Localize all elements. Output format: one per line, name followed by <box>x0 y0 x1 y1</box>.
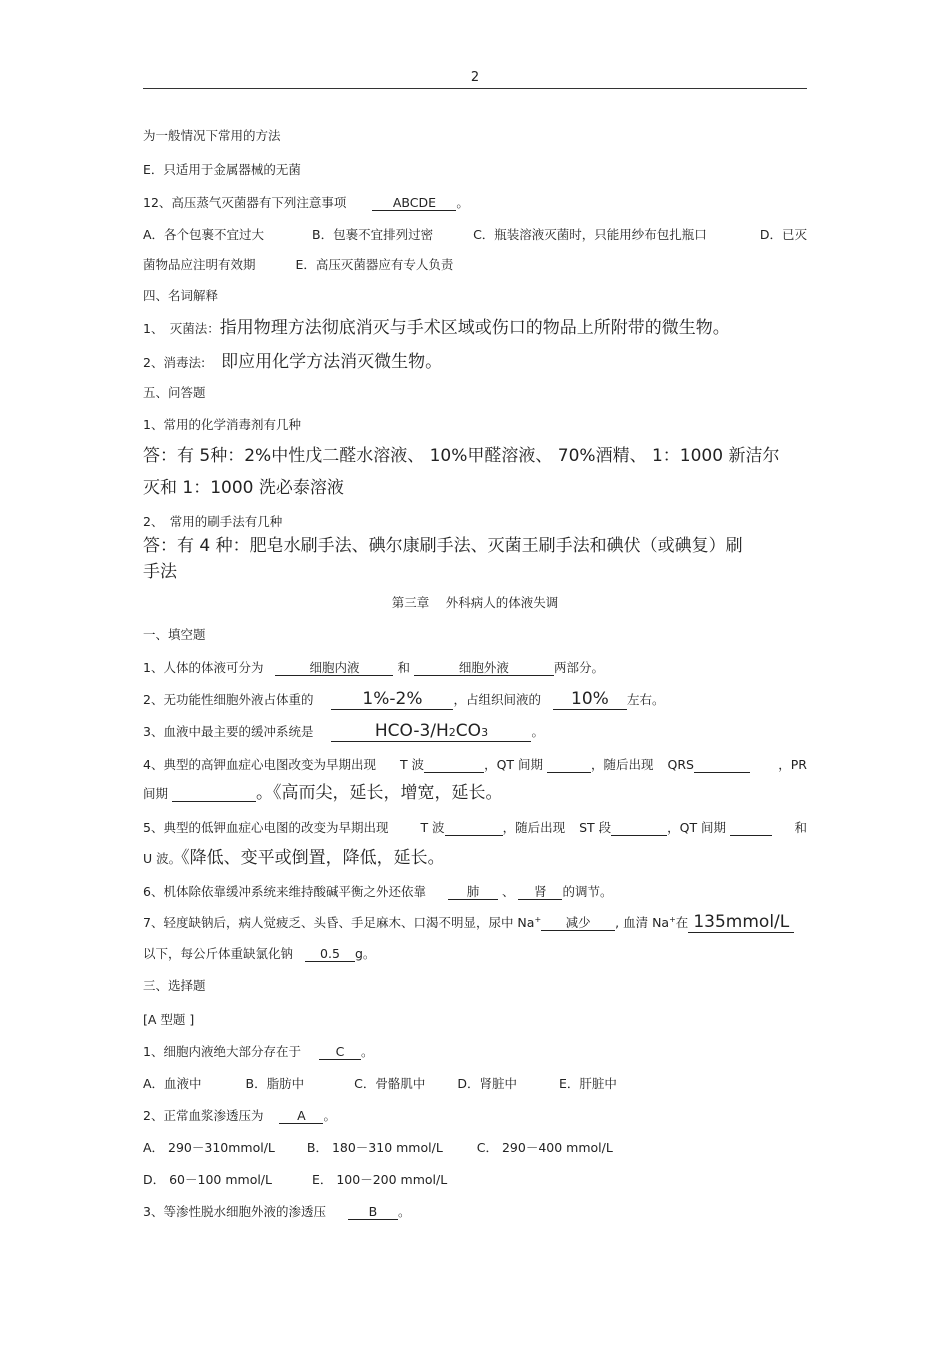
answer-blank: A <box>279 1109 323 1124</box>
fill-question-2 <box>143 690 664 710</box>
option-e: E． 100－200 mmol/L <box>311 1172 448 1187</box>
answer-text: 《降低、变平或倒置，降低，延长。 <box>181 848 445 868</box>
answer-line: 手法 <box>143 562 177 582</box>
q12-options <box>143 227 807 242</box>
text: ，占组织间液的 <box>453 692 541 707</box>
text: T 波 <box>420 820 445 835</box>
answer-blank <box>611 821 667 836</box>
answer-blank: HCO-3/H2CO3 <box>331 722 531 742</box>
text: ST 段 <box>579 820 612 835</box>
answer-blank: 肾 <box>518 885 562 900</box>
definition-1 <box>143 318 730 338</box>
text: ，随后出现 <box>591 757 654 772</box>
text: 左右。 <box>626 692 665 707</box>
text-line: 为一般情况下常用的方法 <box>143 128 281 143</box>
section-heading: 一、填空题 <box>143 627 206 642</box>
text: 以下，每公斤体重缺氯化钠 <box>143 946 294 961</box>
text: ，PR <box>778 757 807 772</box>
fill-question-4 <box>143 757 807 773</box>
option-b: B．脂肪中 <box>245 1076 305 1091</box>
fill-question-5-cont <box>143 848 445 868</box>
text: , 血清 Na <box>615 915 670 930</box>
answer-blank: ABCDE <box>372 196 456 211</box>
answer-blank <box>547 758 591 773</box>
question-text: 6、机体除依靠缓冲系统来维持酸碱平衡之外还依靠 <box>143 884 426 899</box>
question-12 <box>143 195 469 211</box>
fill-question-4-cont <box>143 783 503 803</box>
question-text: 2、正常血浆渗透压为 <box>143 1108 264 1123</box>
option-c: C．骨骼肌中 <box>354 1076 426 1091</box>
option-d: D．已灭 <box>759 227 807 242</box>
choice-question-1 <box>143 1044 373 1060</box>
option-d-cont: 菌物品应注明有效期 <box>143 257 256 272</box>
text: ，QT 间期 <box>484 757 544 772</box>
choice-options <box>143 1076 617 1091</box>
term-label: 1、 灭菌法： <box>143 321 220 336</box>
text: T 波 <box>399 757 425 772</box>
answer-blank: 细胞内液 <box>275 661 393 676</box>
option-e: E．只适用于金属器械的无菌 <box>143 162 301 177</box>
option-b: B． 180－310 mmol/L <box>306 1140 443 1155</box>
q12-options-2 <box>143 257 453 272</box>
answer-blank: C <box>319 1045 361 1060</box>
text: 。 <box>397 1204 411 1219</box>
answer-line: 答：有 4 种：肥皂水刷手法、碘尔康刷手法、灭菌王刷手法和碘伏（或碘复）刷 <box>143 536 743 556</box>
term-definition: 指用物理方法彻底消灭与手术区域或伤口的物品上所附带的微生物。 <box>219 318 730 338</box>
choice-question-2 <box>143 1108 336 1124</box>
question: 2、 常用的刷手法有几种 <box>143 514 283 529</box>
text: 。 <box>323 1108 336 1123</box>
answer-blank: 细胞外液 <box>414 661 554 676</box>
question-text: 4、典型的高钾血症心电图改变为早期出现 <box>143 757 376 772</box>
term-label: 2、消毒法: <box>143 355 206 370</box>
page-number: 2 <box>470 70 480 85</box>
question-text: 3、等渗性脱水细胞外液的渗透压 <box>143 1204 326 1219</box>
fill-question-1 <box>143 660 604 676</box>
question-text: 12、高压蒸气灭菌器有下列注意事项 <box>143 195 347 210</box>
fill-question-3 <box>143 722 544 742</box>
answer-blank: 135mmol/L <box>688 913 794 933</box>
answer-blank: 减少 <box>541 916 615 931</box>
section-heading: 四、名词解释 <box>143 288 219 303</box>
question-text: 3、血液中最主要的缓冲系统是 <box>143 724 314 739</box>
answer-line: 灭和 1：1000 洗必泰溶液 <box>143 478 344 498</box>
answer-blank: 肺 <box>448 885 498 900</box>
text: 的调节。 <box>562 884 613 899</box>
question-end: 。 <box>456 195 469 210</box>
term-definition: 即应用化学方法消灭微生物。 <box>221 352 443 372</box>
text: 两部分。 <box>553 660 604 675</box>
section-heading: 三、选择题 <box>143 978 206 993</box>
answer-blank <box>445 821 503 836</box>
option-d: D． 60－100 mmol/L <box>143 1172 272 1187</box>
fill-question-7: 7、轻度缺钠后，病人觉疲乏、头昏、手足麻木、口渴不明显，尿中 Na+ 减少 , 血清 Na+在 135mmol/L <box>143 913 794 933</box>
chapter-title: 第三章 外科病人的体液失调 <box>391 595 559 610</box>
answer-blank: 1%-2% <box>331 690 453 710</box>
text: 。 <box>360 1044 374 1059</box>
question-text: 1、细胞内液绝大部分存在于 <box>143 1044 301 1059</box>
choice-question-3 <box>143 1204 410 1220</box>
option-c: C． 290－400 mmol/L <box>476 1140 613 1155</box>
answer-blank <box>730 821 772 836</box>
option-a: A． 290－310mmol/L <box>143 1140 275 1155</box>
text: ，随后出现 <box>502 820 566 835</box>
question-text: 7、轻度缺钠后，病人觉疲乏、头昏、手足麻木、口渴不明显，尿中 Na <box>143 915 535 930</box>
question-text: 2、无功能性细胞外液占体重的 <box>143 692 314 707</box>
answer-blank: 10% <box>553 690 627 710</box>
option-a: A．血液中 <box>143 1076 202 1091</box>
choice-options <box>143 1140 613 1155</box>
text: g。 <box>355 946 376 961</box>
subsection-heading: [A 型题 ] <box>143 1012 195 1027</box>
text: 、 <box>501 884 515 899</box>
text: QRS <box>667 757 694 772</box>
option-d: D．肾脏中 <box>457 1076 517 1091</box>
fill-question-7-cont <box>143 946 375 962</box>
text: U 波。 <box>143 851 182 866</box>
answer-text: 。《高而尖，延长，增宽，延长。 <box>256 783 503 803</box>
header-rule <box>143 88 807 89</box>
definition-2 <box>143 352 442 372</box>
question: 1、常用的化学消毒剂有几种 <box>143 417 301 432</box>
choice-options <box>143 1172 447 1187</box>
fill-question-5 <box>143 820 807 836</box>
option-e: E．高压灭菌器应有专人负责 <box>295 257 454 272</box>
option-a: A．各个包裹不宜过大 <box>143 227 265 242</box>
question-text: 1、人体的体液可分为 <box>143 660 264 675</box>
option-b: B．包裹不宜排列过密 <box>312 227 434 242</box>
answer-blank: B <box>348 1205 398 1220</box>
text: 。 <box>531 724 544 739</box>
text: 和 <box>794 820 807 835</box>
option-c: C．瓶装溶液灭菌时，只能用纱布包扎瓶口 <box>473 227 707 242</box>
answer-blank <box>172 787 256 802</box>
question-text: 5、典型的低钾血症心电图的改变为早期出现 <box>143 820 389 835</box>
text: ，QT 间期 <box>667 820 727 835</box>
answer-line: 答：有 5种：2%中性戊二醛水溶液、 10%甲醛溶液、 70%酒精、 1：1000 新洁尔 <box>143 446 780 466</box>
text: 和 <box>397 660 410 675</box>
text: 间期 <box>143 786 169 801</box>
option-e: E．肝脏中 <box>558 1076 617 1091</box>
answer-blank <box>424 758 484 773</box>
fill-question-6 <box>143 884 612 900</box>
answer-blank: 0.5 <box>305 947 355 962</box>
section-heading: 五、问答题 <box>143 385 206 400</box>
answer-blank <box>694 758 750 773</box>
text: 在 <box>675 915 689 930</box>
